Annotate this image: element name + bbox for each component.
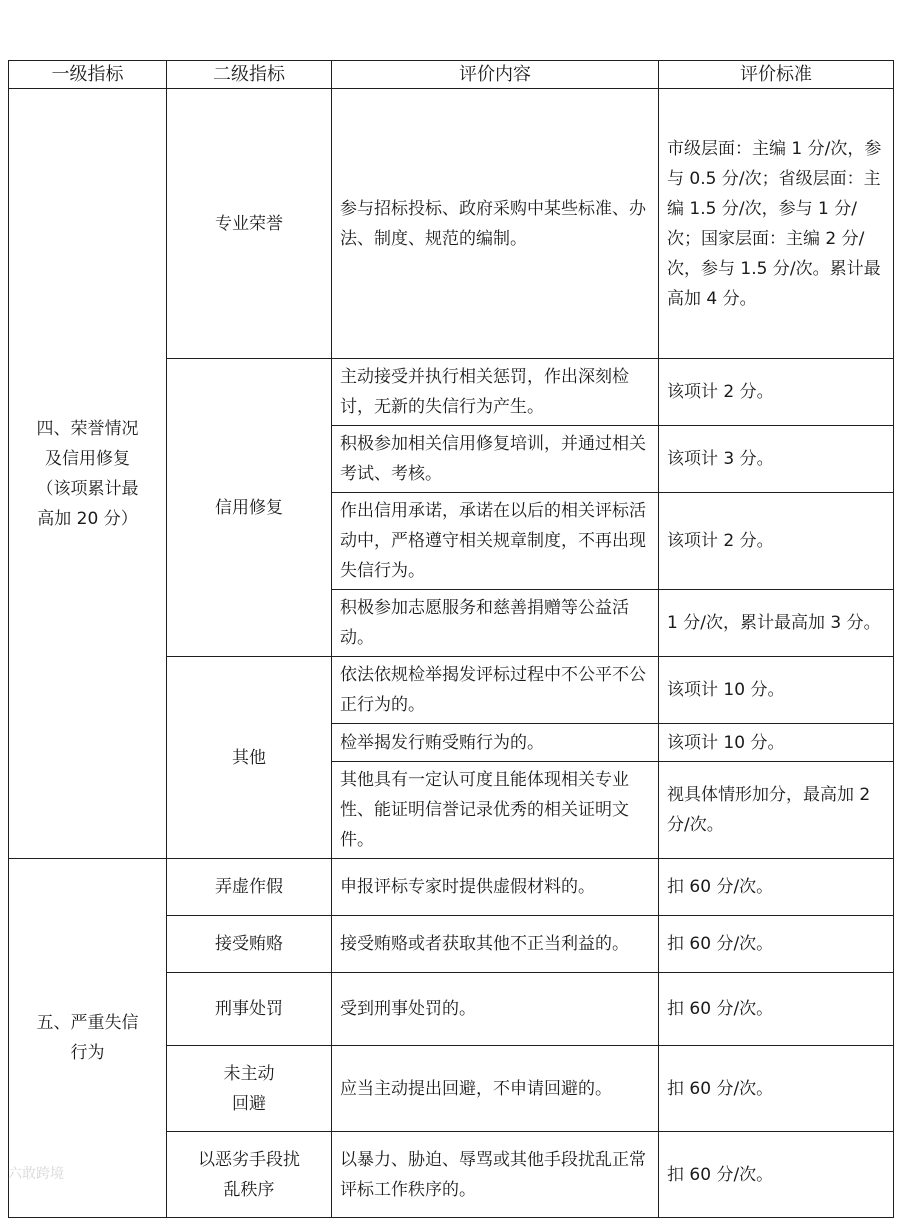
standard-cell: 扣 60 分/次。	[659, 916, 894, 973]
standard-cell: 该项计 10 分。	[659, 724, 894, 762]
header-row	[9, 61, 894, 89]
level2-disrupt-order: 以恶劣手段扰 乱秩序	[167, 1132, 332, 1218]
level2-professional-honor: 专业荣誉	[167, 89, 332, 359]
content-cell: 积极参加相关信用修复培训，并通过相关考试、考核。	[332, 426, 659, 493]
standard-cell: 该项计 10 分。	[659, 657, 894, 724]
header-content: 评价内容	[332, 61, 659, 89]
content-cell: 积极参加志愿服务和慈善捐赠等公益活动。	[332, 590, 659, 657]
header-level2: 二级指标	[167, 61, 332, 89]
content-cell: 依法依规检举揭发评标过程中不公平不公正行为的。	[332, 657, 659, 724]
level2-credit-repair: 信用修复	[167, 359, 332, 657]
standard-cell: 该项计 2 分。	[659, 493, 894, 590]
content-cell: 其他具有一定认可度且能体现相关专业性、能证明信誉记录优秀的相关证明文件。	[332, 762, 659, 859]
level2-criminal-penalty: 刑事处罚	[167, 973, 332, 1046]
standard-cell: 扣 60 分/次。	[659, 859, 894, 916]
standard-cell: 扣 60 分/次。	[659, 1046, 894, 1132]
level2-other: 其他	[167, 657, 332, 859]
standard-cell: 扣 60 分/次。	[659, 1132, 894, 1218]
level1-honor-credit: 四、荣誉情况 及信用修复 （该项累计最 高加 20 分）	[9, 89, 167, 859]
content-cell: 检举揭发行贿受贿行为的。	[332, 724, 659, 762]
table-row	[9, 89, 894, 359]
content-cell: 受到刑事处罚的。	[332, 973, 659, 1046]
content-cell: 申报评标专家时提供虚假材料的。	[332, 859, 659, 916]
content-cell: 参与招标投标、政府采购中某些标准、办法、制度、规范的编制。	[332, 89, 659, 359]
level1-serious-dishonesty: 五、严重失信 行为	[9, 859, 167, 1218]
standard-cell: 该项计 3 分。	[659, 426, 894, 493]
scoring-table	[8, 60, 894, 1218]
level2-falsification: 弄虚作假	[167, 859, 332, 916]
header-standard: 评价标准	[659, 61, 894, 89]
standard-cell: 视具体情形加分，最高加 2 分/次。	[659, 762, 894, 859]
watermark-text: 六敢跨境	[8, 1166, 64, 1182]
standard-cell: 扣 60 分/次。	[659, 973, 894, 1046]
standard-cell: 市级层面：主编 1 分/次，参与 0.5 分/次；省级层面：主编 1.5 分/次，参与 1 分/次；国家层面：主编 2 分/次，参与 1.5 分/次。累计最高加 4 分。	[659, 89, 894, 359]
content-cell: 作出信用承诺，承诺在以后的相关评标活动中，严格遵守相关规章制度，不再出现失信行为。	[332, 493, 659, 590]
level2-no-recusal: 未主动 回避	[167, 1046, 332, 1132]
content-cell: 以暴力、胁迫、辱骂或其他手段扰乱正常评标工作秩序的。	[332, 1132, 659, 1218]
table-row	[9, 859, 894, 916]
standard-cell: 1 分/次，累计最高加 3 分。	[659, 590, 894, 657]
standard-cell: 该项计 2 分。	[659, 359, 894, 426]
header-level1: 一级指标	[9, 61, 167, 89]
content-cell: 接受贿赂或者获取其他不正当利益的。	[332, 916, 659, 973]
level2-bribery: 接受贿赂	[167, 916, 332, 973]
content-cell: 应当主动提出回避，不申请回避的。	[332, 1046, 659, 1132]
content-cell: 主动接受并执行相关惩罚，作出深刻检讨，无新的失信行为产生。	[332, 359, 659, 426]
